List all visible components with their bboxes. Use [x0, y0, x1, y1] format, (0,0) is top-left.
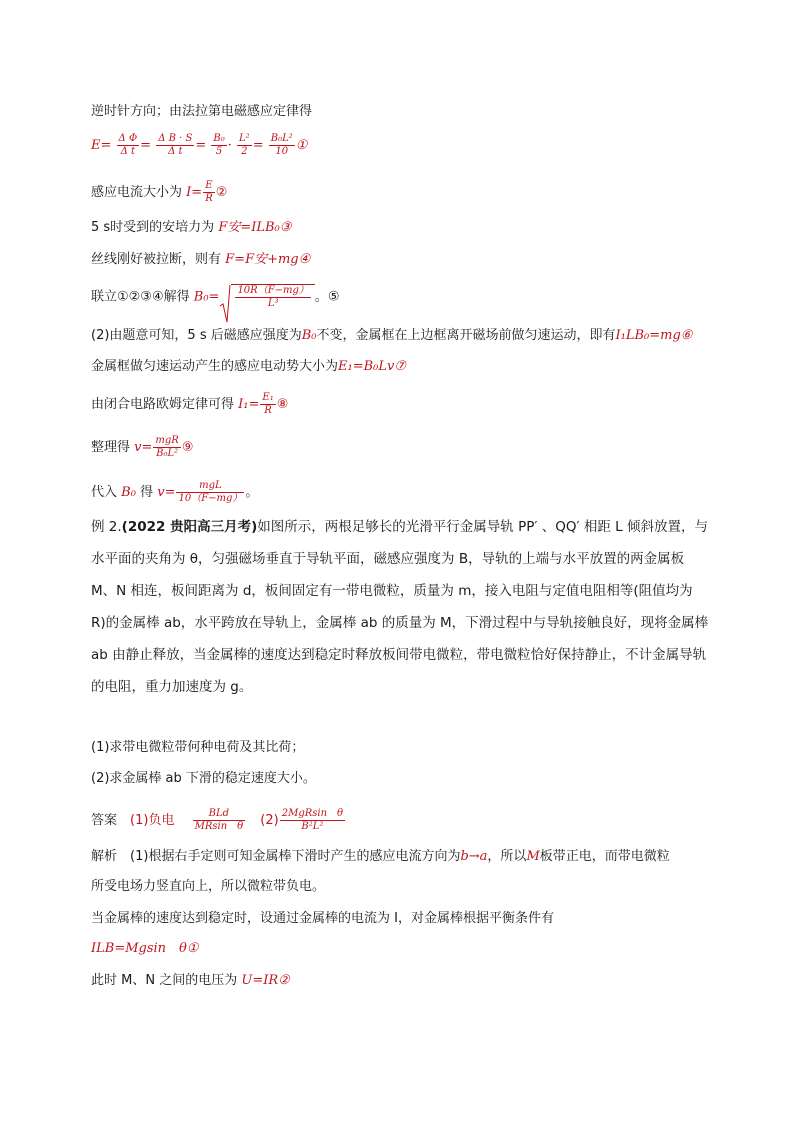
example-source: (2022 贵阳高三月考) [121, 519, 258, 535]
answer-line: 答案 (1)负电 $\frac{\text{BLd}}{\text{MRsin θ}}$ (2) $\frac{\text{2MgRsin θ}}{\text{B²L²}}$ [91, 808, 344, 832]
example-label: 例 2. [91, 519, 122, 535]
analysis-line: 此时 M、N 之间的电压为 U=IR② [91, 973, 290, 988]
text-line: (2)由题意可知，5 s 后磁感应强度为B₀不变，金属框在上边框离开磁场前做匀速运动，即有I₁LB₀=mg⑥ [91, 328, 693, 343]
example-paragraph [91, 511, 711, 703]
text-line: 5 s时受到的安培力为 F安=ILB₀③ [91, 220, 292, 235]
text-line: 逆时针方向；由法拉第电磁感应定律得 [91, 104, 313, 119]
text-line: 整理得 v= $\frac{\text{mgR}}{\text{B₀L²}}$ ⑨ [91, 435, 194, 459]
text-line: 代入 B₀ 得 v= $\frac{\text{mgL}}{10(F-mg)}$ 。 [91, 480, 259, 504]
analysis-line: 解析 (1)根据右手定则可知金属棒下滑时产生的感应电流方向为b→a，所以M板带正电，而带电微粒 [91, 849, 670, 864]
formula-line: ILB=Mgsin θ① [91, 941, 199, 956]
text-line: 感应电流大小为 I= $\frac{E}{R}$ ② [91, 180, 228, 204]
text-line: 丝线刚好被拉断，则有 F=F安+mg④ [91, 252, 311, 267]
text-line: 由闭合电路欧姆定律可得 I₁= $\frac{\text{E₁}}{R}$ ⑧ [91, 392, 289, 416]
formula-emf: E= $\frac{\text{Δ Φ}}{\text{Δ t}}$ = $\frac{\text{Δ B · S}}{\text{Δ t}}$ = $\frac{\text{B₀}}{5}$ · $\frac{\text{L²}}{2}$ = $\frac{\text{B₀L²}}{10}$ ① [91, 133, 308, 157]
text-line: 联立①②③④解得 B₀= $\frac{10R(F-mg)}{\text{L³}}$ 。⑤ [91, 284, 340, 310]
example-body: 如图所示，两根足够长的光滑平行金属导轨 PP′ 、QQ′ 相距 L 倾斜放置，与水平面的夹角为 θ，匀强磁场垂直于导轨平面，磁感应强度为 B，导轨的上端与水平放置的两金属板 M、N 相连，板间距离为 d，板间固定有一带电微粒，质量为 m，接入电阻与定值电阻相等(阻值均为 R)的金属棒 ab，水平跨放在导轨上，金属棒 ab 的质量为 M，下滑过程中与导轨接触良好，现将金属棒 ab 由静止释放，当金属棒的速度达到稳定时释放板间带电微粒，带电微粒恰好保持静止，不计金属导轨的电阻，重力加速度为 g。 [91, 519, 709, 695]
sqrt-expression: $\frac{10R(F-mg)}{\text{L³}}$ [219, 284, 314, 310]
question-2: (2)求金属棒 ab 下滑的稳定速度大小。 [91, 771, 316, 786]
question-1: (1)求带电微粒带何种电荷及其比荷； [91, 740, 305, 755]
text-line: 金属框做匀速运动产生的感应电动势大小为E₁=B₀Lv⑦ [91, 359, 407, 374]
analysis-line: 当金属棒的速度达到稳定时，设通过金属棒的电流为 I，对金属棒根据平衡条件有 [91, 911, 554, 926]
analysis-line: 所受电场力竖直向上，所以微粒带负电。 [91, 879, 326, 894]
